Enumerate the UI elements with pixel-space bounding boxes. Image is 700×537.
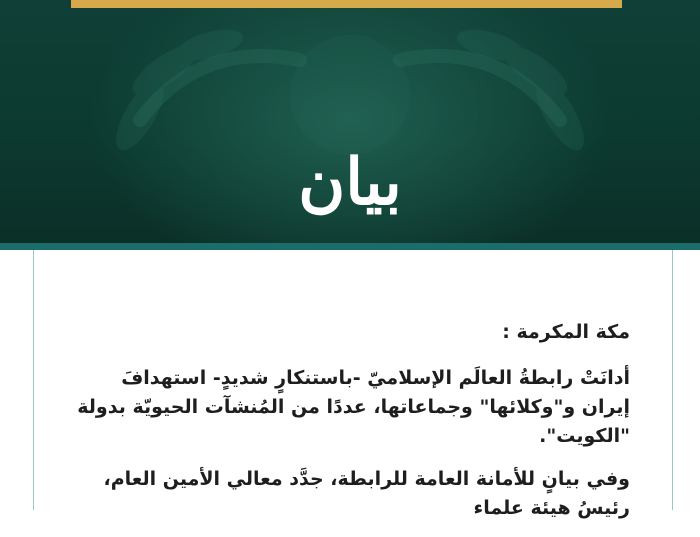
teal-divider-band bbox=[0, 243, 700, 250]
paragraph-2: وفي بيانٍ للأمانة العامة للرابطة، جدَّد معالي الأمين العام، رئيسُ هيئة علماء bbox=[103, 468, 630, 519]
header-banner bbox=[0, 0, 700, 243]
page-title: بيان bbox=[298, 145, 402, 220]
paragraph-1: أدانَتْ رابطةُ العالَم الإسلاميّ -باستنكارٍ شديدٍ- استهدافَ إيران و"وكلائها" وجماعاتها، عددًا من المُنشآت الحيويّة بدولة "الكويت". bbox=[77, 367, 630, 447]
title-container bbox=[0, 138, 700, 228]
location-line: مكة المكرمة : bbox=[502, 321, 630, 343]
statement-content bbox=[70, 312, 630, 537]
